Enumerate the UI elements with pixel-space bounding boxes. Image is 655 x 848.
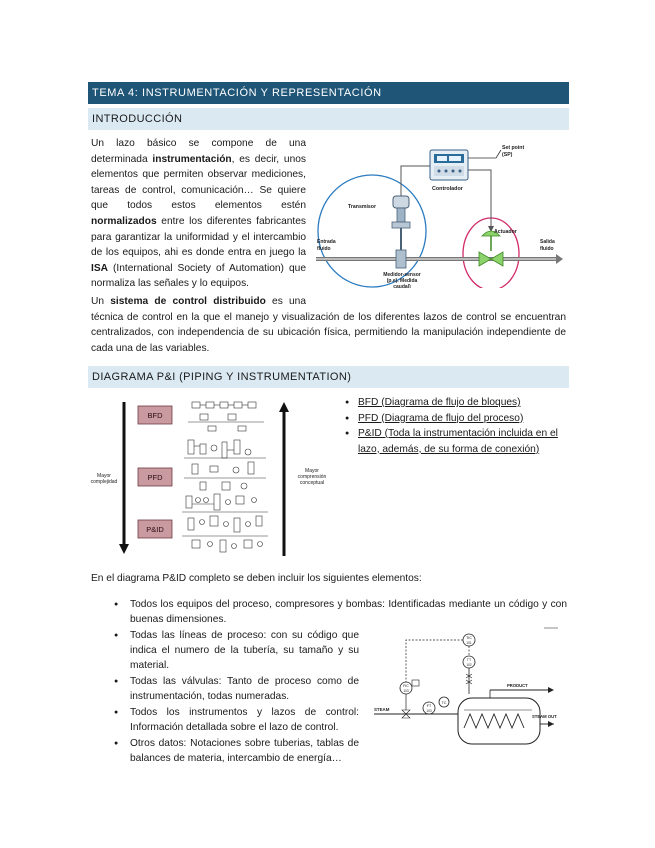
list-item: ● Todas las líneas de proceso: con su código que indica el numero de la tubería, su tamaño y su material.	[112, 628, 359, 673]
set-point-abbr: (SP)	[502, 152, 513, 158]
tt-number: 102	[466, 663, 472, 667]
dcs-rest: técnica de control en la que el manejo y visualización de los diferentes lazos de control se encuentran centralizados, con independencia de su ubicación física, permitiendo la manipulación independiente de cada una de las variables.	[91, 311, 566, 354]
product-label: PRODUCT	[507, 683, 528, 688]
pfd-label: PFD	[147, 473, 163, 482]
intro-line: que todos estos elementos estén	[91, 200, 306, 212]
conceptual-label-2: comprensión	[297, 474, 327, 480]
valve-right	[491, 252, 503, 266]
steam-out-label: STEAM OUT	[532, 714, 557, 719]
transmitter-ellipse	[318, 175, 426, 287]
meter-label-3: caudal)	[393, 284, 411, 288]
intro-line: elementos que permiten observar mediciones,	[91, 169, 306, 181]
pfd-thumbnail	[184, 440, 266, 490]
list-item[interactable]	[342, 395, 570, 411]
ft-number: 103	[426, 709, 432, 713]
dcs-paragraph	[91, 294, 566, 356]
elements-intro: En el diagrama P&ID completo se deben incluir los siguientes elementos:	[91, 573, 422, 584]
complexity-label-2: complejidad	[90, 479, 118, 485]
valve-left	[479, 252, 491, 266]
pid-schematic	[372, 624, 562, 752]
actuator-label: Actuador	[494, 229, 517, 235]
pid-levels-figure	[88, 396, 334, 560]
complexity-arrow	[119, 544, 129, 554]
intro-heading: INTRODUCCIÓN	[88, 108, 569, 130]
pid-heading: DIAGRAMA P&I (PIPING Y INSTRUMENTATION)	[88, 366, 569, 388]
pid-label: P&ID	[146, 525, 164, 534]
tic-label: TIC	[466, 636, 472, 640]
intro-line: Un lazo básico se compone de una	[91, 138, 306, 149]
tt-label: TT	[466, 658, 472, 662]
list-item: ● Otros datos: Notaciones sobre tuberias, tablas de balances de materia, intercambio de energía…	[112, 736, 359, 766]
list-item[interactable]	[342, 426, 570, 457]
inlet-label: Entrada	[317, 239, 336, 245]
outlet-label: Salida	[540, 239, 555, 245]
bfd-thumbnail	[188, 402, 264, 431]
pid-thumbnail	[182, 494, 268, 552]
section-title: TEMA 4: INSTRUMENTACIÓN Y REPRESENTACIÓN	[88, 82, 569, 104]
conceptual-arrow	[279, 402, 289, 412]
tc-label: TC	[441, 701, 447, 705]
conceptual-label-3: conceptual	[299, 480, 325, 486]
dcs-first-line: Un sistema de control distribuido es una	[91, 296, 306, 307]
intro-line: ISA (International Society of Automation) que	[91, 262, 306, 274]
conceptual-label: Mayor	[305, 468, 319, 474]
intro-line: determinada instrumentación, es decir, unos	[91, 153, 306, 165]
intro-line: de los equipos, ahi es donde entra en juego la	[91, 247, 306, 259]
complexity-label: Mayor	[97, 473, 111, 479]
list-item[interactable]	[342, 411, 570, 427]
inlet-label-2: fluido	[317, 246, 331, 252]
elements-list-2	[112, 628, 359, 767]
bfd-link[interactable]: BFD (Diagrama de flujo de bloques)	[358, 397, 521, 408]
diagram-types-list	[342, 395, 570, 457]
fic-label: FIC	[403, 684, 409, 688]
list-item: ● Todos los equipos del proceso, compresores y bombas: Identificadas mediante un código y con buenas dimensiones.	[112, 597, 567, 627]
control-signal	[406, 640, 463, 682]
intro-line: normalizados entre los diferentes fabricantes	[91, 215, 306, 227]
intro-line: tareas de control, comunicación… Se quiere	[91, 184, 306, 196]
fic-number: 103	[403, 689, 409, 693]
heat-exchanger	[458, 698, 540, 744]
outlet-label-2: fluido	[540, 246, 554, 252]
control-loop-diagram	[316, 136, 572, 288]
transmitter-body	[393, 196, 409, 208]
bfd-label: BFD	[147, 411, 163, 420]
set-point-label: Set point	[502, 145, 525, 151]
controller-label: Controlador	[432, 186, 463, 192]
flow-meter-body	[396, 250, 406, 268]
meter-label-2: (p.e). Medida	[386, 278, 418, 284]
list-item: ● Todas las válvulas: Tanto de proceso como de instrumentación, todas numeradas.	[112, 674, 359, 704]
intro-line: normaliza las señales y lo equipos.	[91, 278, 249, 290]
list-item: ● Todos los instrumentos y lazos de control: Información detallada sobre el lazo de control.	[112, 705, 359, 735]
transmitter-label: Transmisor	[348, 204, 376, 210]
pid-link[interactable]: P&ID (Toda la instrumentación incluida en el lazo, además, de su forma de conexión)	[358, 428, 558, 455]
meter-label: Medidor-sensor	[383, 272, 421, 278]
intro-line: para garantizar la uniformidad y el intercambio	[91, 231, 306, 243]
tic-number: 101	[466, 641, 472, 645]
steam-label: STEAM	[374, 707, 390, 712]
pfd-link[interactable]: PFD (Diagrama de flujo del proceso)	[358, 412, 524, 424]
intro-paragraph	[91, 136, 306, 292]
ft-label: FT	[426, 704, 432, 708]
